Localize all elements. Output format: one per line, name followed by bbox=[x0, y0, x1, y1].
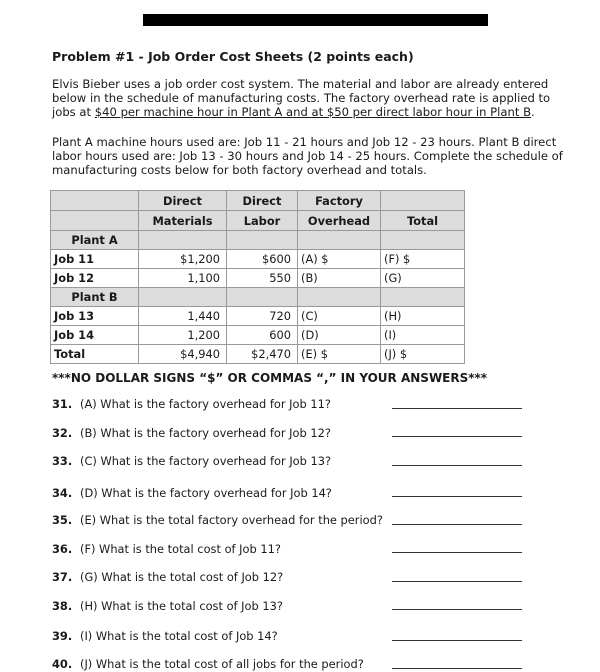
question-32: 32. (B) What is the factory overhead for Job 12? bbox=[52, 426, 331, 440]
labor-cell: $2,470 bbox=[227, 345, 298, 364]
section-plant-b: Plant B bbox=[51, 288, 139, 307]
answer-line-38[interactable] bbox=[392, 609, 522, 610]
answer-line-37[interactable] bbox=[392, 581, 522, 582]
materials-cell: $1,200 bbox=[139, 250, 227, 269]
hours-paragraph: Plant A machine hours used are: Job 11 - 21 hours and Job 12 - 23 hours. Plant B direct labor hours used are: Job 13 - 30 hours and Job 14 - 25 hours. Complete the schedule of manufacturing costs below for both factory overhead and totals. bbox=[52, 135, 563, 177]
total-answer-cell: (H) bbox=[381, 307, 465, 326]
overhead-answer-cell: (C) bbox=[298, 307, 381, 326]
header-blank bbox=[51, 191, 139, 211]
intro-paragraph: Elvis Bieber uses a job order cost system. The material and labor are already entered below in the schedule of manufacturing costs. The factory overhead rate is applied to jobs at $40 per machine hour in Plant A and at $50 per direct labor hour in Plant B. bbox=[52, 77, 551, 119]
header-total: Total bbox=[381, 211, 465, 231]
labor-cell: 550 bbox=[227, 269, 298, 288]
header-direct-materials-1: Direct bbox=[139, 191, 227, 211]
overhead-rate-text: $40 per machine hour in Plant A and at $50 per direct labor hour in Plant B bbox=[94, 105, 532, 119]
header-direct-materials-2: Materials bbox=[139, 211, 227, 231]
materials-cell: 1,200 bbox=[139, 326, 227, 345]
job-label: Job 11 bbox=[51, 250, 139, 269]
table-row bbox=[51, 345, 465, 364]
overhead-answer-cell: (D) bbox=[298, 326, 381, 345]
question-34: 34. (D) What is the factory overhead for Job 14? bbox=[52, 486, 332, 500]
table-row bbox=[51, 326, 465, 345]
question-35: 35. (E) What is the total factory overhead for the period? bbox=[52, 513, 383, 527]
overhead-answer-cell: (E) $ bbox=[298, 345, 381, 364]
answer-line-40[interactable] bbox=[392, 668, 522, 669]
question-36: 36. (F) What is the total cost of Job 11? bbox=[52, 542, 281, 556]
total-answer-cell: (F) $ bbox=[381, 250, 465, 269]
total-label: Total bbox=[51, 345, 139, 364]
question-39: 39. (I) What is the total cost of Job 14? bbox=[52, 629, 278, 643]
overhead-answer-cell: (B) bbox=[298, 269, 381, 288]
question-40: 40. (J) What is the total cost of all jobs for the period? bbox=[52, 657, 364, 671]
answer-line-31[interactable] bbox=[392, 408, 522, 409]
header-factory-overhead-1: Factory bbox=[298, 191, 381, 211]
total-answer-cell: (I) bbox=[381, 326, 465, 345]
materials-cell: $4,940 bbox=[139, 345, 227, 364]
overhead-answer-cell: (A) $ bbox=[298, 250, 381, 269]
answer-line-32[interactable] bbox=[392, 436, 522, 437]
job-label: Job 13 bbox=[51, 307, 139, 326]
answer-line-35[interactable] bbox=[392, 524, 522, 525]
answer-line-33[interactable] bbox=[392, 465, 522, 466]
labor-cell: $600 bbox=[227, 250, 298, 269]
table-row bbox=[51, 269, 465, 288]
question-33: 33. (C) What is the factory overhead for Job 13? bbox=[52, 454, 332, 468]
header-direct-labor-1: Direct bbox=[227, 191, 298, 211]
labor-cell: 600 bbox=[227, 326, 298, 345]
header-factory-overhead-2: Overhead bbox=[298, 211, 381, 231]
question-31: 31. (A) What is the factory overhead for Job 11? bbox=[52, 397, 331, 411]
header-direct-labor-2: Labor bbox=[227, 211, 298, 231]
manufacturing-cost-schedule bbox=[50, 190, 465, 364]
total-answer-cell: (G) bbox=[381, 269, 465, 288]
table-row bbox=[51, 250, 465, 269]
materials-cell: 1,100 bbox=[139, 269, 227, 288]
question-38: 38. (H) What is the total cost of Job 13? bbox=[52, 599, 283, 613]
answer-line-36[interactable] bbox=[392, 552, 522, 553]
labor-cell: 720 bbox=[227, 307, 298, 326]
total-answer-cell: (J) $ bbox=[381, 345, 465, 364]
section-plant-a: Plant A bbox=[51, 231, 139, 250]
question-37: 37. (G) What is the total cost of Job 12? bbox=[52, 570, 284, 584]
materials-cell: 1,440 bbox=[139, 307, 227, 326]
answer-format-notice: ***NO DOLLAR SIGNS “$” OR COMMAS “,” IN YOUR ANSWERS*** bbox=[52, 371, 488, 385]
answer-line-39[interactable] bbox=[392, 640, 522, 641]
job-label: Job 14 bbox=[51, 326, 139, 345]
table-row bbox=[51, 307, 465, 326]
job-label: Job 12 bbox=[51, 269, 139, 288]
problem-title: Problem #1 - Job Order Cost Sheets (2 points each) bbox=[52, 49, 414, 64]
answer-line-34[interactable] bbox=[392, 496, 522, 497]
redacted-header-bar bbox=[143, 14, 488, 26]
